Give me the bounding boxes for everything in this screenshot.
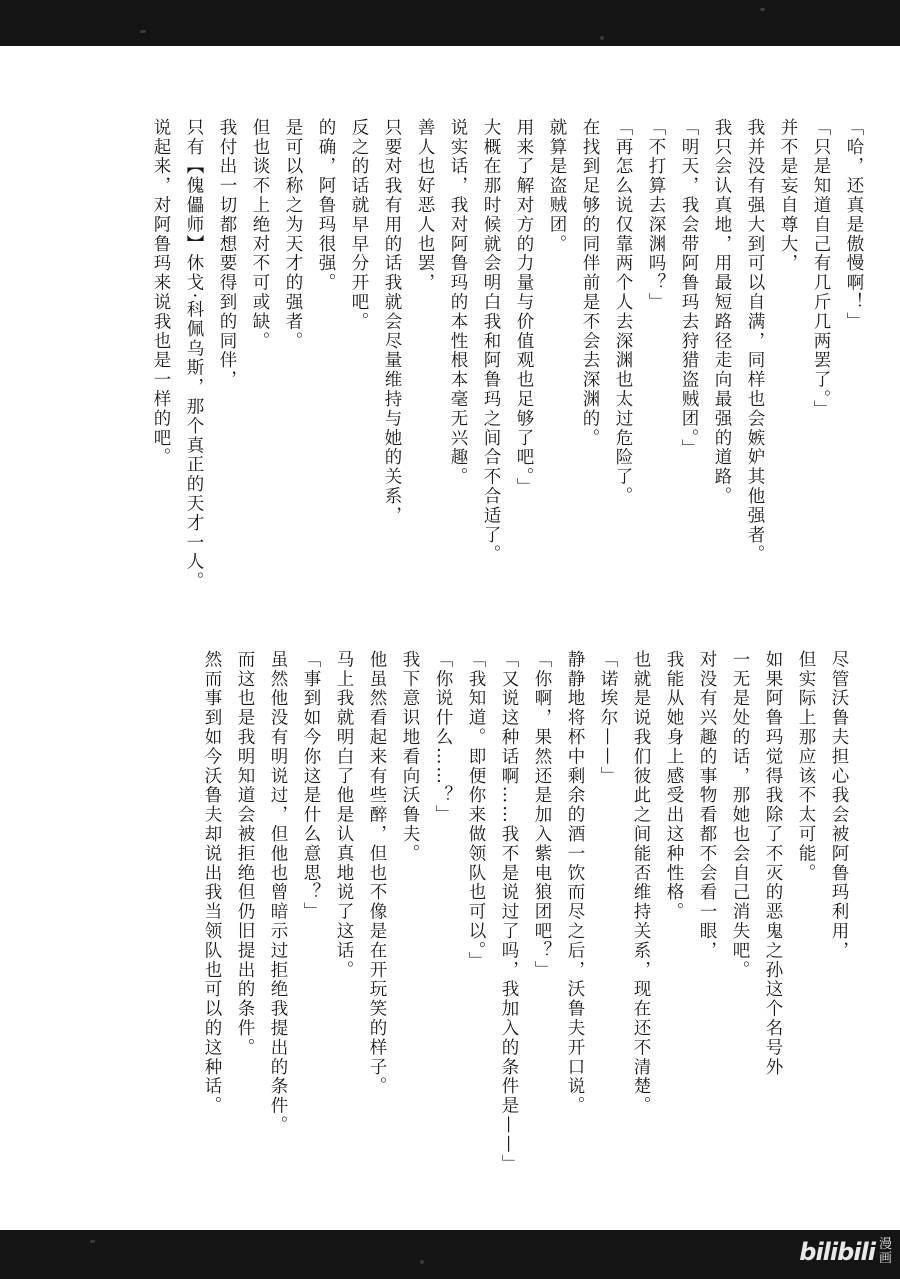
text-line: 在找到足够的同伴前是不会去深渊的。 bbox=[580, 118, 600, 448]
watermark-sub bbox=[879, 1238, 892, 1266]
border-speck bbox=[600, 36, 604, 40]
text-line: 静静地将杯中剩余的酒一饮而尽之后，沃鲁夫开口说。 bbox=[565, 650, 585, 1116]
text-line: 一无是处的话，那她也会自己消失吧。 bbox=[730, 650, 750, 980]
text-line: 反之的话就早早分开吧。 bbox=[349, 118, 369, 332]
watermark-sub-2: 画 bbox=[878, 1251, 892, 1266]
text-line: 说实话，我对阿鲁玛的本性根本毫无兴趣。 bbox=[448, 118, 468, 487]
text-line: 我只会认真地，用最短路径走向最强的道路。 bbox=[712, 118, 732, 506]
text-line: 我下意识地看向沃鲁夫。 bbox=[400, 650, 420, 864]
text-line: 只有【傀儡师】休戈·科佩乌斯，那个真正的天才一人。 bbox=[184, 118, 204, 592]
border-speck bbox=[420, 1260, 424, 1264]
bilibili-manga-watermark bbox=[799, 1238, 892, 1266]
text-column-bottom bbox=[195, 650, 855, 1210]
text-line: 「只是知道自己有几斤几两罢了。」 bbox=[811, 118, 831, 420]
text-line: 「你啊，果然还是加入紫电狼团吧？」 bbox=[532, 650, 552, 980]
top-border-bar bbox=[0, 0, 900, 46]
text-line: 用来了解对方的力量与价值观也足够了吧。」 bbox=[514, 118, 534, 498]
text-line: 是可以称之为天才的强者。 bbox=[283, 118, 303, 351]
text-line: 对没有兴趣的事物看都不会看一眼， bbox=[697, 650, 717, 961]
text-line: 只要对我有用的话我就会尽量维持与她的关系， bbox=[382, 118, 402, 526]
text-line: 我能从她身上感受出这种性格。 bbox=[664, 650, 684, 922]
text-line: 我并没有强大到可以自满，同样也会嫉妒其他强者。 bbox=[745, 118, 765, 565]
text-line: 「诺埃尔——」 bbox=[598, 650, 618, 786]
text-line: 然而事到如今沃鲁夫却说出我当领队也可以的这种话。 bbox=[202, 650, 222, 1116]
text-line: 他虽然看起来有些醉，但也不像是在开玩笑的样子。 bbox=[367, 650, 387, 1097]
border-speck bbox=[760, 8, 765, 11]
text-line: 「再怎么说仅靠两个人去深渊也太过危险了。 bbox=[613, 118, 633, 506]
text-line: 「事到如今你这是什么意思？」 bbox=[301, 650, 321, 922]
text-line: 说起来，对阿鲁玛来说我也是一样的吧。 bbox=[151, 118, 171, 468]
text-line: 而这也是我明知道会被拒绝但仍旧提出的条件。 bbox=[235, 650, 255, 1058]
text-line: 「我知道。即便你来做领队也可以。」 bbox=[466, 650, 486, 972]
text-line: 马上我就明白了他是认真地说了这话。 bbox=[334, 650, 354, 980]
text-line: 善人也好恶人也罢， bbox=[415, 118, 435, 293]
text-line: 但实际上那应该不太可能。 bbox=[796, 650, 816, 883]
text-line: 「你说什么……？」 bbox=[433, 650, 453, 825]
text-line: 大概在那时候就会明白我和阿鲁玛之间合不合适了。 bbox=[481, 118, 501, 565]
text-line: 就算是盗贼团。 bbox=[547, 118, 567, 254]
text-line: 如果阿鲁玛觉得我除了不灭的恶鬼之孙这个名号外 bbox=[763, 650, 783, 1077]
border-speck bbox=[90, 1240, 95, 1243]
text-line: 的确，阿鲁玛很强。 bbox=[316, 118, 336, 293]
text-line: 也就是说我们彼此之间能否维持关系，现在还不清楚。 bbox=[631, 650, 651, 1116]
text-line: 我付出一切都想要得到的同伴， bbox=[217, 118, 237, 390]
text-line: 尽管沃鲁夫担心我会被阿鲁玛利用， bbox=[829, 650, 849, 961]
border-speck bbox=[140, 30, 146, 33]
bottom-border-bar bbox=[0, 1230, 900, 1279]
text-line: 但也谈不上绝对不可或缺。 bbox=[250, 118, 270, 351]
watermark-sub-1: 漫 bbox=[878, 1237, 892, 1252]
text-line: 「哈，还真是傲慢啊！」 bbox=[844, 118, 864, 332]
text-line: 虽然他没有明说过，但他也曾暗示过拒绝我提出的条件。 bbox=[268, 650, 288, 1135]
text-line: 「不打算去深渊吗？」 bbox=[646, 118, 666, 312]
text-column-top bbox=[144, 118, 870, 618]
text-line: 「明天，我会带阿鲁玛去狩猎盗贼团。」 bbox=[679, 118, 699, 459]
text-line: 「又说这种话啊……我不是说过了吗，我加入的条件是——」 bbox=[499, 650, 519, 1174]
watermark-brand: bilibili bbox=[799, 1238, 875, 1266]
text-line: 并不是妄自尊大， bbox=[778, 118, 798, 274]
